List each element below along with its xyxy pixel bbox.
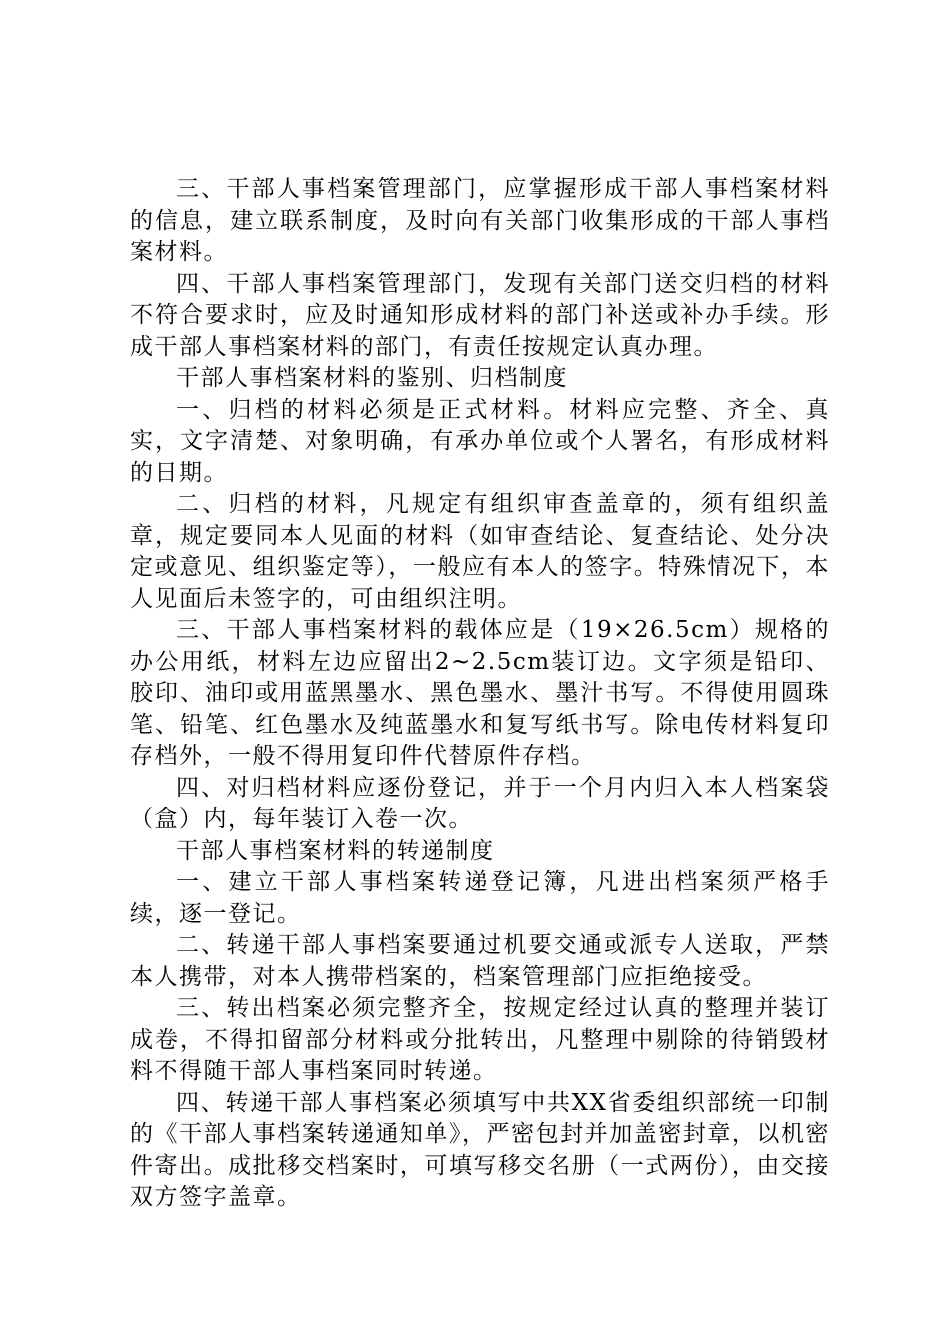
- paragraph-complete-transfer: 三、转出档案必须完整齐全，按规定经过认真的整理并装订成卷，不得扣留部分材料或分批转出，凡整理中剔除的待销毁材料不得随干部人事档案同时转递。: [130, 995, 830, 1084]
- paragraph-formal-materials: 一、归档的材料必须是正式材料。材料应完整、齐全、真实，文字清楚、对象明确，有承办单位或个人署名，有形成材料的日期。: [130, 396, 830, 486]
- section-heading-transfer: 干部人事档案材料的转递制度: [176, 837, 495, 864]
- paragraph-collect-materials: 三、干部人事档案管理部门，应掌握形成干部人事档案材料的信息，建立联系制度，及时向有关部门收集形成的干部人事档案材料。: [130, 176, 830, 265]
- paragraph-registration: 四、对归档材料应逐份登记，并于一个月内归入本人档案袋（盒）内，每年装订入卷一次。: [130, 774, 830, 832]
- paragraph-transfer-register: 一、建立干部人事档案转递登记簿，凡进出档案须严格手续，逐一登记。: [130, 869, 830, 927]
- document-body: [130, 174, 830, 1214]
- paragraph-paper-spec: 三、干部人事档案材料的载体应是（19×26.5cm）规格的办公用纸，材料左边应留出2~2.5cm装订边。文字须是铅印、胶印、油印或用蓝黑墨水、黑色墨水、墨汁书写。不得使用圆珠笔、铅笔、红色墨水及纯蓝墨水和复写纸书写。除电传材料复印存档外，一般不得用复印件代替原件存档。: [130, 617, 830, 769]
- paragraph-transfer-notice: 四、转递干部人事档案必须填写中共XX省委组织部统一印制的《干部人事档案转递通知单》，严密包封并加盖密封章，以机密件寄出。成批移交档案时，可填写移交名册（一式两份），由交接双方签字盖章。: [130, 1089, 830, 1210]
- paragraph-seal-signature: 二、归档的材料，凡规定有组织审查盖章的，须有组织盖章，规定要同本人见面的材料（如审查结论、复查结论、处分决定或意见、组织鉴定等），一般应有本人的签字。特殊情况下，本人见面后未签字的，可由组织注明。: [130, 491, 830, 612]
- section-heading-appraisal-archiving: 干部人事档案材料的鉴别、归档制度: [176, 365, 568, 391]
- paragraph-notify-departments: 四、干部人事档案管理部门，发现有关部门送交归档的材料不符合要求时，应及时通知形成材料的部门补送或补办手续。形成干部人事档案材料的部门，有责任按规定认真办理。: [130, 270, 830, 360]
- paragraph-confidential-delivery: 二、转递干部人事档案要通过机要交通或派专人送取，严禁本人携带，对本人携带档案的，档案管理部门应拒绝接受。: [130, 932, 830, 990]
